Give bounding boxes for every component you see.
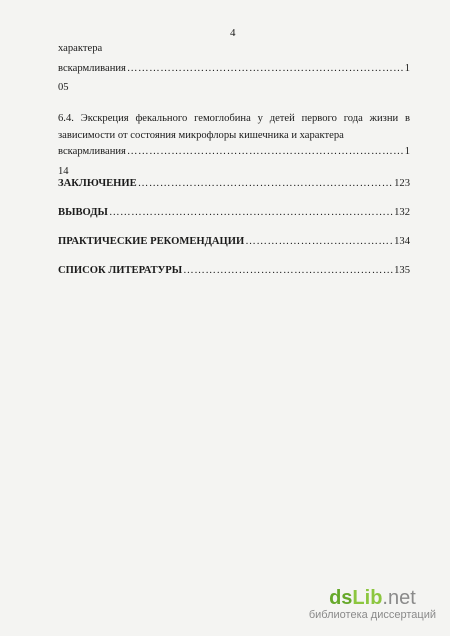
page-number: 4 (230, 27, 236, 39)
toc-section-practical-recommendations[interactable] (58, 236, 410, 247)
toc-section-title: ЗАКЛЮЧЕНИЕ (58, 178, 137, 189)
toc-section-findings[interactable] (58, 207, 410, 218)
toc-section-page: 123 (394, 178, 410, 189)
toc-entry-6-4-tail: вскармливания (58, 146, 126, 157)
toc-section-title: ВЫВОДЫ (58, 207, 108, 218)
dot-leader (109, 207, 393, 218)
toc-entry-6-4-page-end: 14 (58, 166, 69, 177)
dot-leader (127, 146, 404, 157)
toc-continued-text: вскармливания (58, 63, 126, 74)
toc-section-references[interactable] (58, 265, 410, 276)
toc-section-page: 132 (394, 207, 410, 218)
dot-leader (183, 265, 393, 276)
toc-section-page: 134 (394, 236, 410, 247)
dot-leader (245, 236, 393, 247)
toc-entry-6-4-tail-line (58, 146, 410, 157)
toc-entry-6-4-page-start: 1 (404, 146, 410, 157)
toc-continued-line-1: характера (58, 43, 103, 54)
toc-continued-page-end: 05 (58, 82, 69, 93)
dslib-watermark (309, 588, 436, 622)
toc-section-title: СПИСОК ЛИТЕРАТУРЫ (58, 265, 183, 276)
dot-leader (127, 63, 404, 74)
toc-continued-line-2 (58, 63, 410, 74)
dot-leader (138, 178, 393, 189)
toc-section-page: 135 (394, 265, 410, 276)
toc-continued-page-start: 1 (404, 63, 410, 74)
toc-entry-6-4: 6.4. Экскреция фекального гемоглобина у детей первого года жизни в зависимости от состояния микрофлоры кишечника и характера (58, 113, 410, 141)
toc-section-title: ПРАКТИЧЕСКИЕ РЕКОМЕНДАЦИИ (58, 236, 245, 247)
dslib-subtitle: библиотека диссертаций (308, 609, 436, 621)
dslib-logo: dsLib.net (329, 587, 416, 609)
toc-section-conclusion[interactable] (58, 178, 410, 189)
